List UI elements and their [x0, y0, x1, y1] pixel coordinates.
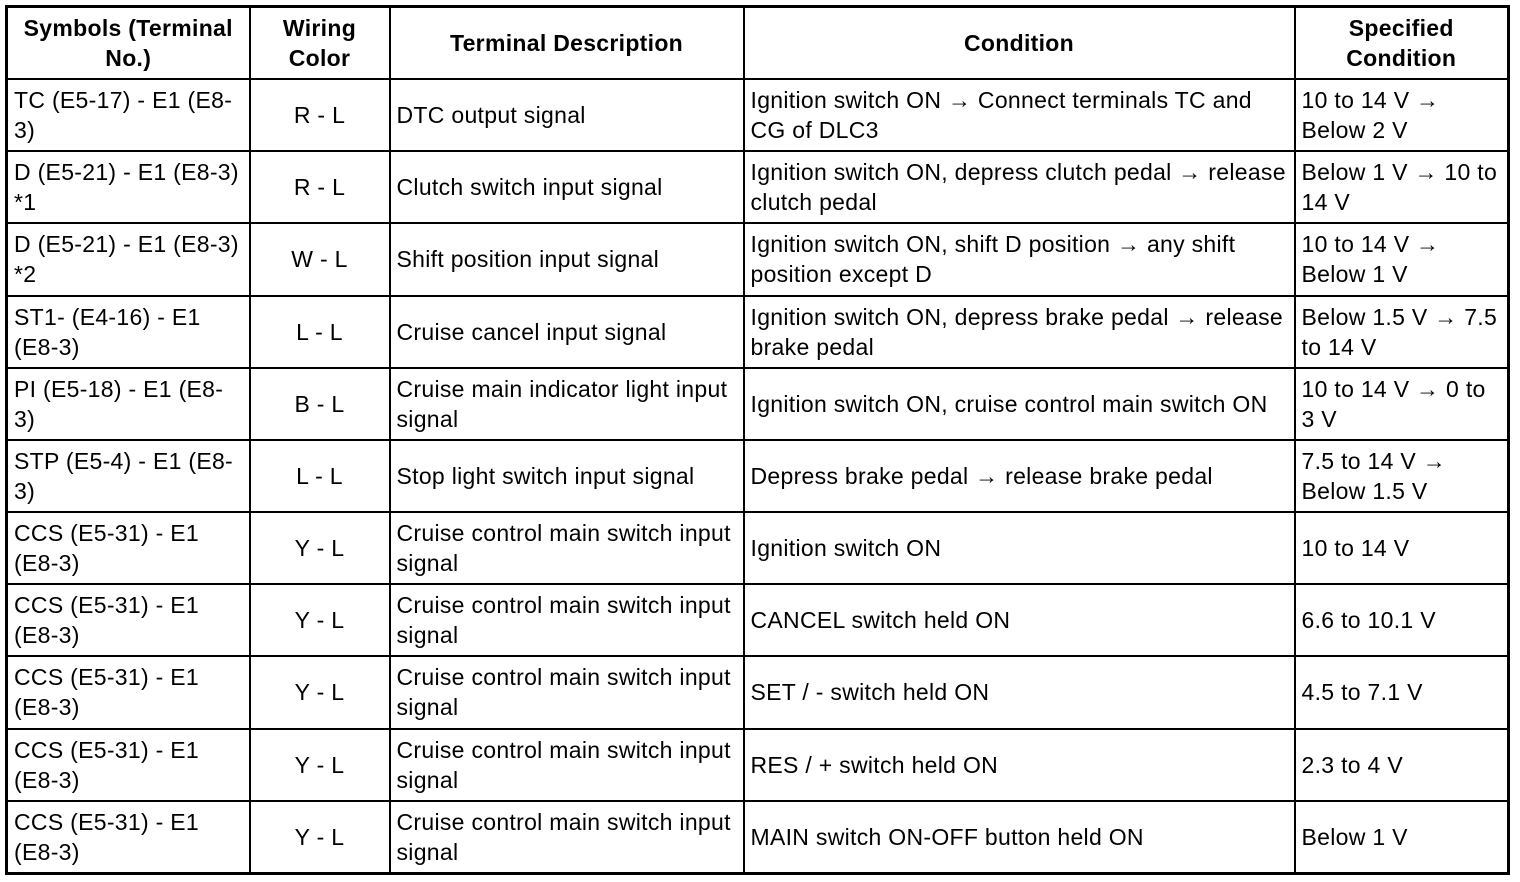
condition-cell: Ignition switch ON, shift D position → any shift position except D: [744, 223, 1295, 295]
table-row: [7, 512, 1509, 584]
description-cell: Shift position input signal: [390, 223, 744, 295]
symbol-cell: CCS (E5-31) - E1 (E8-3): [7, 512, 250, 584]
symbol-cell: STP (E5-4) - E1 (E8-3): [7, 440, 250, 512]
table-row: [7, 151, 1509, 223]
table-row: [7, 440, 1509, 512]
condition-cell: CANCEL switch held ON: [744, 584, 1295, 656]
wiring-color-cell: R - L: [250, 151, 390, 223]
specified-cell: 10 to 14 V: [1295, 512, 1509, 584]
condition-cell: Ignition switch ON, cruise control main switch ON: [744, 368, 1295, 440]
symbol-cell: CCS (E5-31) - E1 (E8-3): [7, 584, 250, 656]
description-cell: Cruise cancel input signal: [390, 296, 744, 368]
header-symbols: Symbols (Terminal No.): [7, 7, 250, 80]
wiring-color-cell: Y - L: [250, 729, 390, 801]
condition-cell: Ignition switch ON: [744, 512, 1295, 584]
specified-cell: 10 to 14 V → Below 1 V: [1295, 223, 1509, 295]
wiring-color-cell: L - L: [250, 296, 390, 368]
table-row: [7, 223, 1509, 295]
condition-cell: Depress brake pedal → release brake pedal: [744, 440, 1295, 512]
header-row: [7, 7, 1509, 80]
wiring-color-cell: B - L: [250, 368, 390, 440]
description-cell: DTC output signal: [390, 79, 744, 151]
table-body: [7, 79, 1509, 874]
wiring-color-cell: Y - L: [250, 801, 390, 874]
condition-cell: RES / + switch held ON: [744, 729, 1295, 801]
specified-cell: Below 1.5 V → 7.5 to 14 V: [1295, 296, 1509, 368]
table-row: [7, 296, 1509, 368]
description-cell: Cruise main indicator light input signal: [390, 368, 744, 440]
wiring-color-cell: Y - L: [250, 656, 390, 728]
symbol-cell: TC (E5-17) - E1 (E8-3): [7, 79, 250, 151]
wiring-color-cell: R - L: [250, 79, 390, 151]
description-cell: Cruise control main switch input signal: [390, 729, 744, 801]
condition-cell: MAIN switch ON-OFF button held ON: [744, 801, 1295, 874]
table-row: [7, 368, 1509, 440]
symbol-cell: D (E5-21) - E1 (E8-3) *1: [7, 151, 250, 223]
terminal-spec-table-container: [5, 5, 1507, 875]
header-condition: Condition: [744, 7, 1295, 80]
condition-cell: Ignition switch ON, depress clutch pedal → release clutch pedal: [744, 151, 1295, 223]
wiring-color-cell: Y - L: [250, 584, 390, 656]
specified-cell: Below 1 V → 10 to 14 V: [1295, 151, 1509, 223]
specified-cell: 4.5 to 7.1 V: [1295, 656, 1509, 728]
specified-cell: 2.3 to 4 V: [1295, 729, 1509, 801]
symbol-cell: PI (E5-18) - E1 (E8-3): [7, 368, 250, 440]
header-terminal-description: Terminal Description: [390, 7, 744, 80]
terminal-spec-table: [5, 5, 1510, 875]
table-row: [7, 801, 1509, 874]
wiring-color-cell: W - L: [250, 223, 390, 295]
description-cell: Cruise control main switch input signal: [390, 656, 744, 728]
description-cell: Cruise control main switch input signal: [390, 512, 744, 584]
symbol-cell: CCS (E5-31) - E1 (E8-3): [7, 801, 250, 874]
specified-cell: 10 to 14 V → 0 to 3 V: [1295, 368, 1509, 440]
condition-cell: Ignition switch ON → Connect terminals TC and CG of DLC3: [744, 79, 1295, 151]
description-cell: Stop light switch input signal: [390, 440, 744, 512]
table-row: [7, 79, 1509, 151]
table-row: [7, 584, 1509, 656]
table-row: [7, 729, 1509, 801]
symbol-cell: D (E5-21) - E1 (E8-3) *2: [7, 223, 250, 295]
specified-cell: 6.6 to 10.1 V: [1295, 584, 1509, 656]
symbol-cell: CCS (E5-31) - E1 (E8-3): [7, 656, 250, 728]
condition-cell: Ignition switch ON, depress brake pedal → release brake pedal: [744, 296, 1295, 368]
header-specified-condition: Specified Condition: [1295, 7, 1509, 80]
wiring-color-cell: Y - L: [250, 512, 390, 584]
specified-cell: 10 to 14 V → Below 2 V: [1295, 79, 1509, 151]
condition-cell: SET / - switch held ON: [744, 656, 1295, 728]
symbol-cell: CCS (E5-31) - E1 (E8-3): [7, 729, 250, 801]
description-cell: Cruise control main switch input signal: [390, 801, 744, 874]
specified-cell: 7.5 to 14 V → Below 1.5 V: [1295, 440, 1509, 512]
description-cell: Clutch switch input signal: [390, 151, 744, 223]
wiring-color-cell: L - L: [250, 440, 390, 512]
description-cell: Cruise control main switch input signal: [390, 584, 744, 656]
symbol-cell: ST1- (E4-16) - E1 (E8-3): [7, 296, 250, 368]
header-wiring-color: Wiring Color: [250, 7, 390, 80]
table-row: [7, 656, 1509, 728]
specified-cell: Below 1 V: [1295, 801, 1509, 874]
